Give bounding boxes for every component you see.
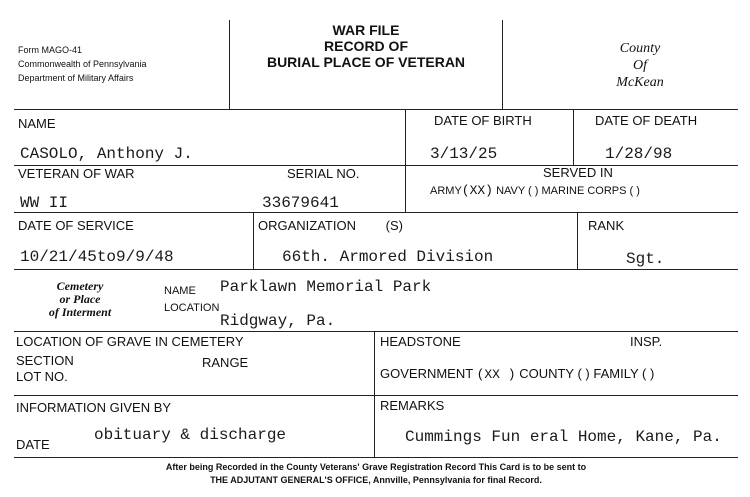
- cemetery-name-value: Parklawn Memorial Park: [220, 278, 432, 296]
- army-label: ARMY: [430, 185, 462, 197]
- death-value: 1/28/98: [605, 145, 673, 163]
- death-label: DATE OF DEATH: [595, 113, 698, 128]
- lot-label: LOT NO.: [16, 369, 68, 384]
- commonwealth-text: Commonwealth of Pennsylvania: [18, 59, 147, 69]
- info-value: obituary & discharge: [94, 426, 287, 444]
- rule-war: [14, 212, 738, 213]
- divider-organization: [253, 212, 254, 269]
- cemetery-side-label: [30, 280, 130, 319]
- war-label: VETERAN OF WAR: [18, 166, 135, 181]
- serial-value: 33679641: [262, 194, 339, 212]
- marine-option: MARINE CORPS ( ): [541, 185, 640, 197]
- cemetery-location-value: Ridgway, Pa.: [220, 312, 336, 330]
- grave-location-label: LOCATION OF GRAVE IN CEMETERY: [16, 334, 244, 349]
- county-line-1: County: [619, 41, 661, 56]
- service-date-value: 10/21/45to9/9/48: [20, 248, 174, 266]
- remarks-value: Cummings Fun eral Home, Kane, Pa.: [405, 428, 722, 446]
- navy-option: NAVY ( ): [496, 185, 539, 197]
- government-label: GOVERNMENT: [380, 366, 473, 381]
- county-line-2: Of: [633, 58, 647, 73]
- form-title: [230, 22, 502, 70]
- birth-value: 3/13/25: [430, 145, 498, 163]
- info-date-label: DATE: [16, 437, 50, 452]
- divider-headstone: [374, 331, 375, 457]
- organization-label-text: ORGANIZATION: [258, 218, 356, 233]
- cemetery-side-line-1: Cemetery: [56, 279, 104, 293]
- name-value: CASOLO, Anthony J.: [20, 145, 193, 163]
- title-line-3: BURIAL PLACE OF VETERAN: [266, 54, 466, 70]
- title-line-1: WAR FILE: [332, 22, 400, 38]
- serial-label: SERIAL NO.: [287, 166, 360, 181]
- cemetery-side-line-3: of Interment: [48, 305, 112, 319]
- birth-label: DATE OF BIRTH: [434, 113, 532, 128]
- info-label: INFORMATION GIVEN BY: [16, 400, 172, 415]
- header-divider-right: [502, 20, 503, 109]
- divider-death: [573, 109, 574, 165]
- rule-grave: [14, 395, 738, 396]
- cemetery-name-label: NAME: [164, 285, 196, 297]
- divider-rank: [577, 212, 578, 269]
- insp-label: INSP.: [630, 334, 663, 349]
- cemetery-side-line-2: or Place: [59, 292, 101, 306]
- cemetery-location-label: LOCATION: [164, 302, 220, 314]
- army-mark: (XX): [461, 183, 493, 198]
- served-options: [430, 183, 640, 198]
- section-label: SECTION: [16, 353, 74, 368]
- headstone-options: [380, 366, 654, 382]
- rule-info: [14, 457, 738, 458]
- rule-cemetery: [14, 331, 738, 332]
- headstone-label: HEADSTONE: [380, 334, 461, 349]
- rule-service: [14, 269, 738, 270]
- range-label: RANGE: [202, 355, 249, 370]
- footer-line-2: THE ADJUTANT GENERAL'S OFFICE, Annville, Pennsylvania for final Record.: [210, 475, 542, 485]
- rank-label: RANK: [588, 218, 625, 233]
- footer-line-1: After being Recorded in the County Veterans' Grave Registration Record This Card is to be sent to: [165, 462, 587, 472]
- organization-value: 66th. Armored Division: [282, 248, 494, 266]
- name-label: NAME: [18, 116, 56, 131]
- county-option: COUNTY ( ): [519, 366, 590, 381]
- service-date-label: DATE OF SERVICE: [18, 218, 134, 233]
- organization-suffix: (S): [385, 218, 403, 233]
- divider-birth: [405, 109, 406, 212]
- form-number: Form MAGO-41: [18, 45, 83, 55]
- organization-label: [258, 218, 403, 233]
- rule-header: [14, 109, 738, 110]
- title-line-2: RECORD OF: [324, 38, 408, 54]
- remarks-label: REMARKS: [380, 398, 445, 413]
- family-option: FAMILY ( ): [593, 366, 655, 381]
- county-line-3: McKean: [616, 75, 664, 90]
- rank-value: Sgt.: [626, 250, 665, 268]
- department-text: Department of Military Affairs: [18, 73, 134, 83]
- served-label: SERVED IN: [543, 165, 613, 180]
- war-value: WW II: [20, 194, 69, 212]
- county-box: [592, 40, 688, 91]
- government-mark: (XX ): [476, 367, 516, 382]
